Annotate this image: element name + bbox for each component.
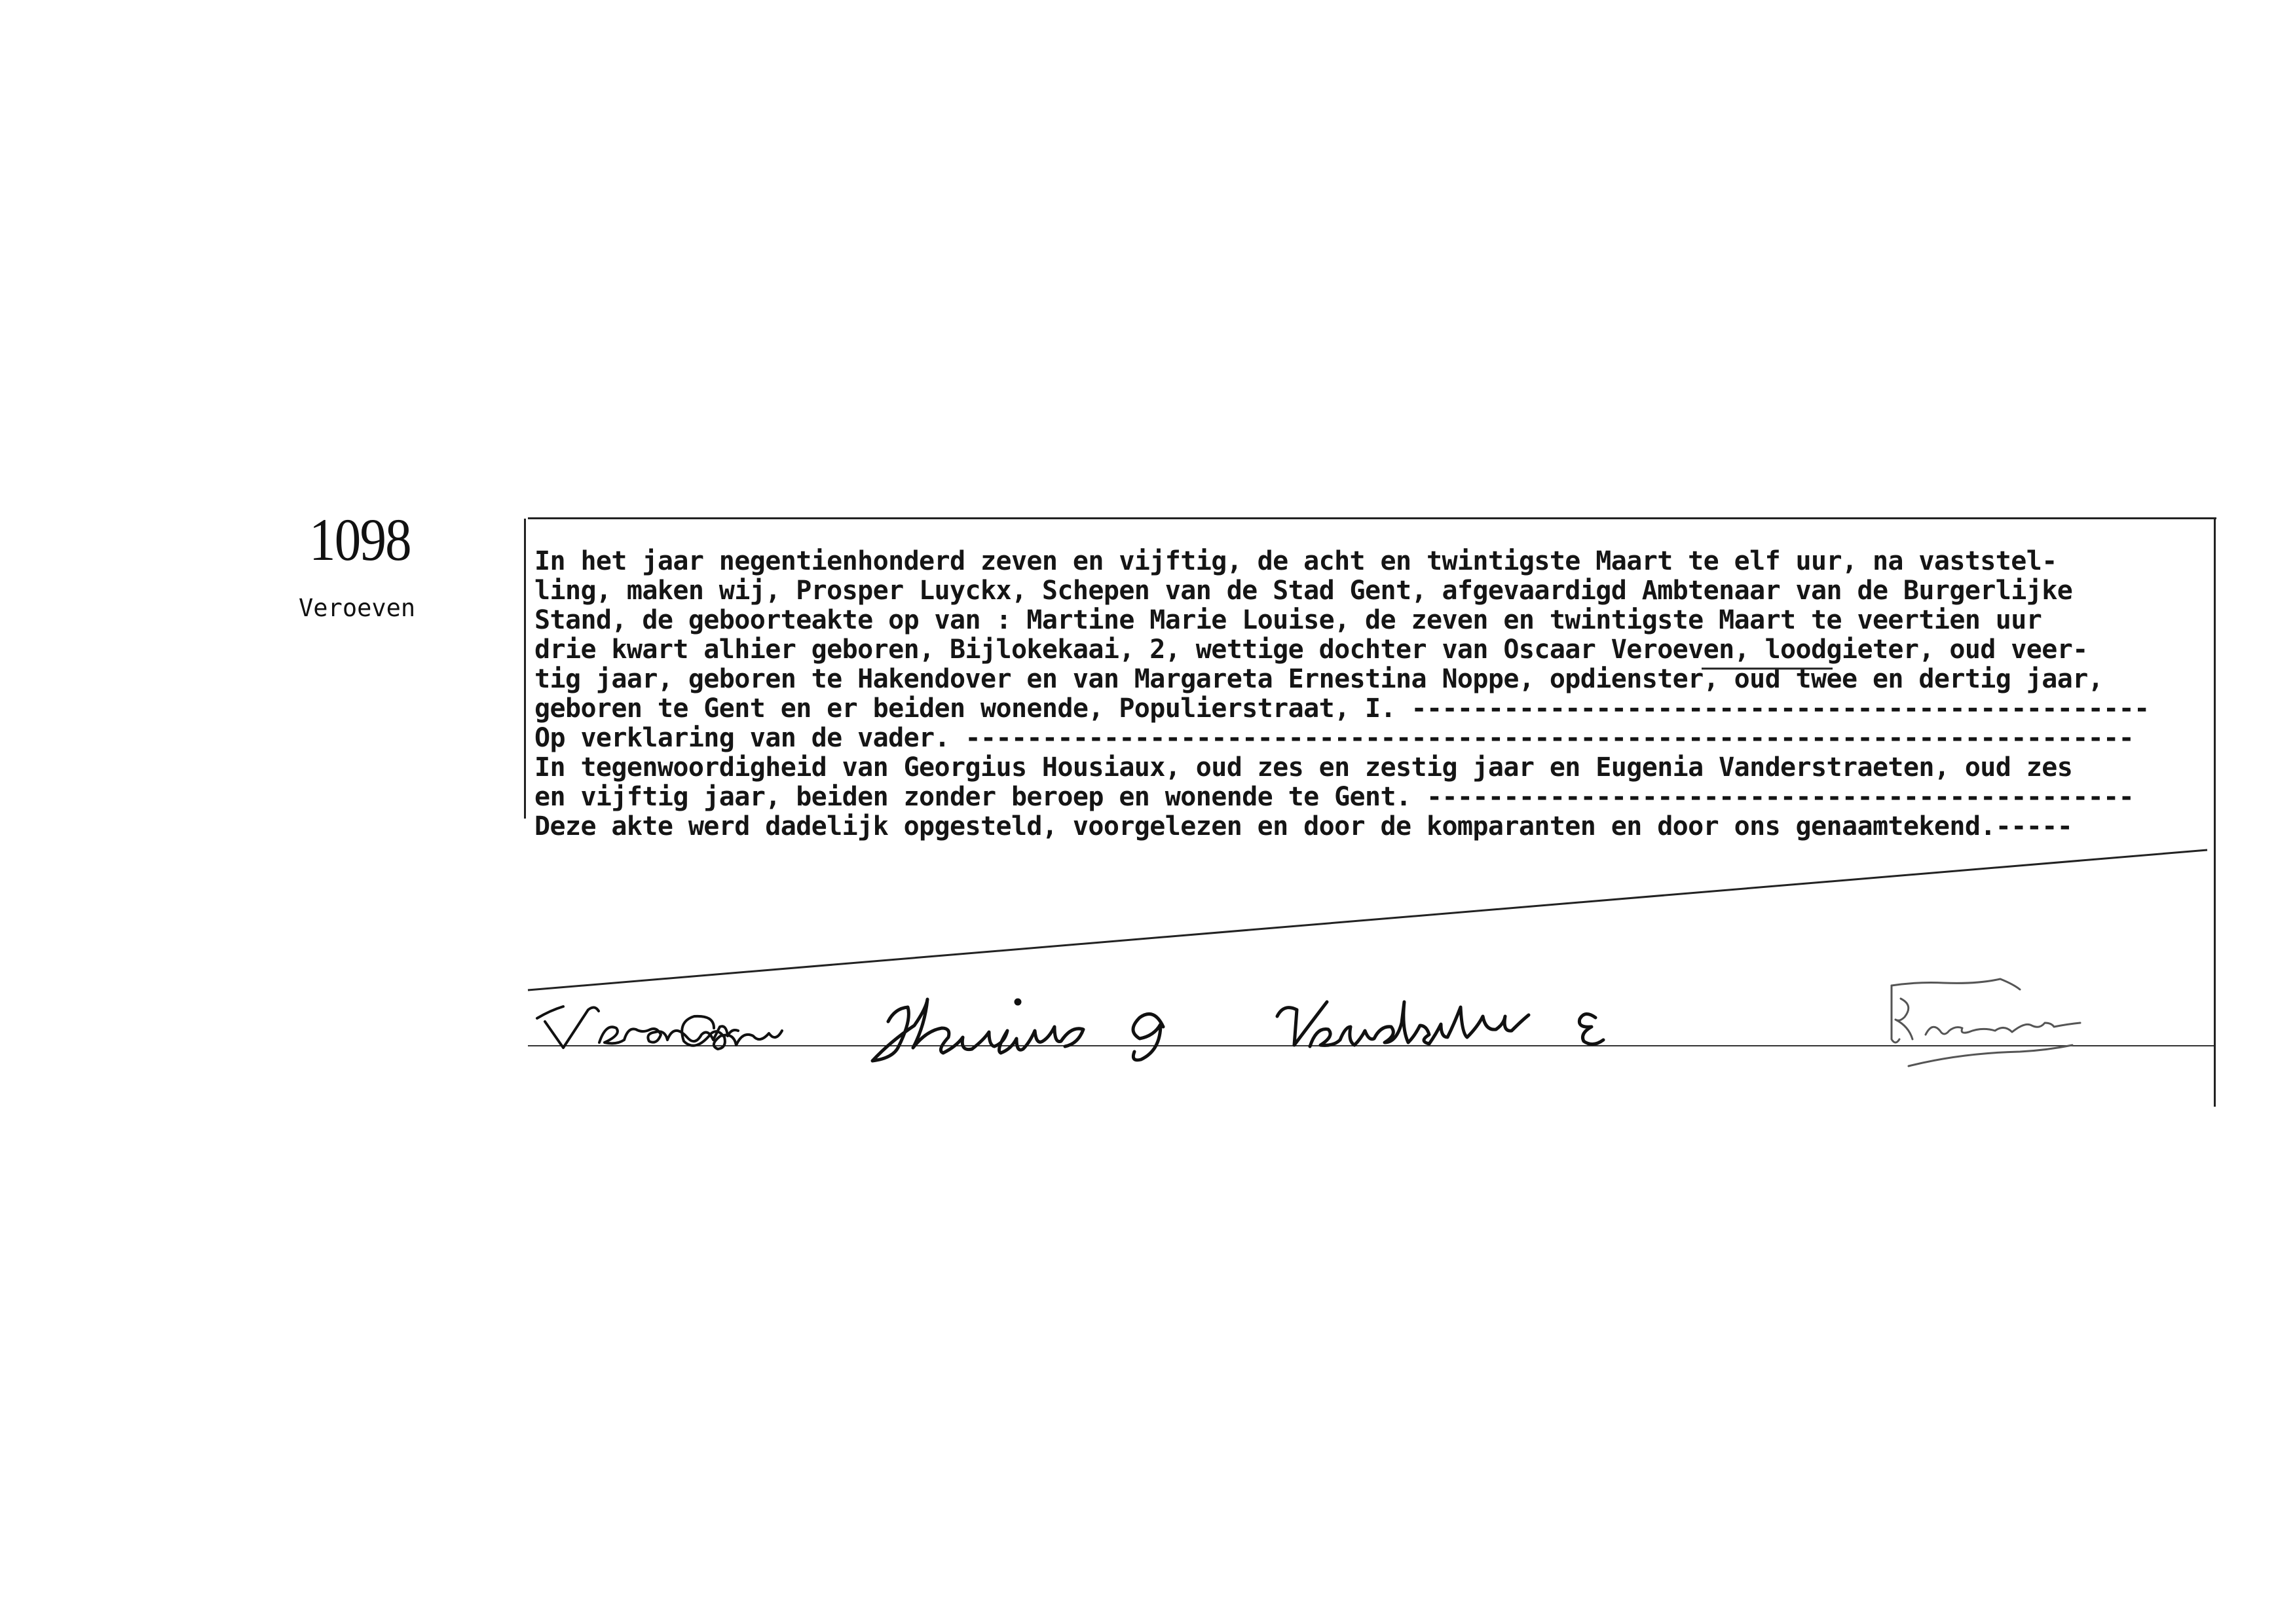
act-line-4: drie kwart alhier geboren, Bijlokekaai, 2, wettige dochter van Oscaar Veroeven, loodgieter, oud veer- (534, 635, 2088, 665)
signature-witness-2 (1277, 1002, 1603, 1046)
act-line-9: en vijftig jaar, beiden zonder beroep en wonende te Gent. ---------------------------------------------- (534, 783, 2135, 812)
act-line-6: geboren te Gent en er beiden wonende, Populierstraat, I. ------------------------------------------------ (534, 694, 2150, 724)
act-line-2: ling, maken wij, Prosper Luyckx, Schepen van de Stad Gent, afgevaardigd Ambtenaar van de Burgerlijke (534, 576, 2073, 606)
record-number: 1098 (309, 506, 411, 573)
closing-diagonal-line (528, 850, 2207, 990)
act-line-7: Op verklaring van de vader. ---------------------------------------------------------------------------- (534, 724, 2135, 753)
signature-officer (1892, 979, 2080, 1066)
act-line-3: Stand, de geboorteakte op van : Martine Marie Louise, de zeven en twintigste Maart te veertien uur (534, 606, 2042, 635)
signature-witness-1 (872, 999, 1163, 1061)
signature-father (537, 1006, 782, 1049)
act-line-1: In het jaar negentienhonderd zeven en vijftig, de acht en twintigste Maart te elf uur, na vaststel- (534, 547, 2057, 576)
act-line-5: tig jaar, geboren te Hakendover en van Margareta Ernestina Noppe, opdienster, oud twee en dertig jaar, (534, 665, 2104, 694)
act-line-8: In tegenwoordigheid van Georgius Housiaux, oud zes en zestig jaar en Eugenia Vanderstraeten, oud zes (534, 753, 2073, 783)
record-name: Veroeven (299, 594, 416, 622)
act-line-10: Deze akte werd dadelijk opgesteld, voorgelezen en door de komparanten en door ons genaamtekend.----- (534, 812, 2073, 841)
